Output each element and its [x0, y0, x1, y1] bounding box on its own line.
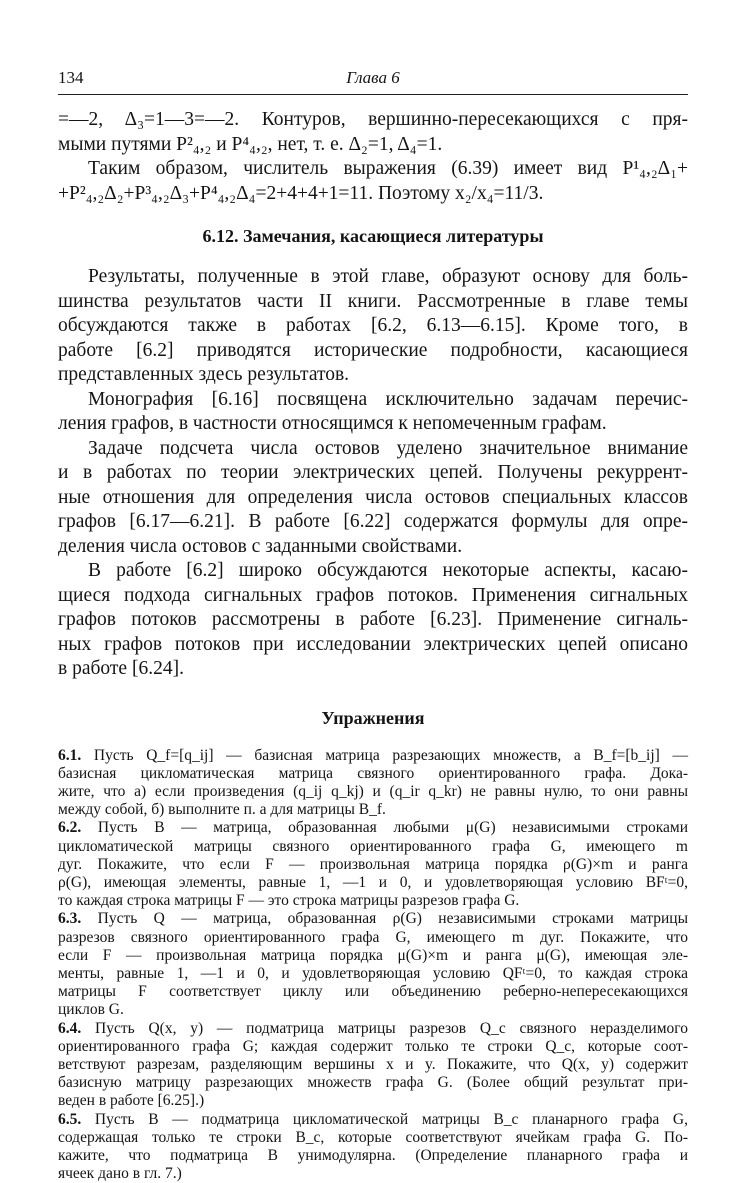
- text-line: матрицы F соответствует циклу или объединению реберно-непересекающихся: [58, 983, 688, 1001]
- paragraph: [58, 559, 688, 682]
- text-line: ления графов, в частности относящимся к непомеченным графам.: [58, 413, 607, 434]
- text-line: щиеся подхода сигнальных графов потоков. Применения сигнальных: [58, 584, 688, 606]
- text-line: если F — произвольная матрица порядка μ(G)×m и ранга μ(G), имеющая эле-: [58, 946, 688, 964]
- exercise-number: 6.3.: [58, 910, 82, 928]
- exercise-number: 6.5.: [58, 1110, 82, 1128]
- text-line: ветствуют разрезам, разделяющим вершины x и y. Покажите, что Q(x, y) содержит: [58, 1055, 688, 1073]
- exercise-number: 6.1.: [58, 746, 82, 764]
- text-line: дуг. Покажите, что если F — произвольная матрица порядка ρ(G)×m и ранга: [58, 855, 688, 873]
- exercise-item: [58, 747, 688, 820]
- text-line: базисная цикломатическая матрица связного ориентированного графа. Дока-: [58, 764, 688, 782]
- section-heading: 6.12. Замечания, касающиеся литературы: [202, 226, 544, 246]
- text-line: в работе [6.24].: [58, 658, 184, 679]
- exercises-heading: Упражнения: [321, 707, 425, 728]
- exercise-item: [58, 1111, 688, 1183]
- exercise-item: [58, 910, 688, 1019]
- text-line: ориентированного графа G; каждая содержит только те строки Q_c, которые соот-: [58, 1037, 688, 1055]
- text-line: графов [6.17—6.21]. В работе [6.22] содержатся формулы для опре-: [58, 511, 688, 532]
- text-line: деления числа остовов с заданными свойствами.: [58, 535, 463, 557]
- paragraph: [58, 437, 688, 560]
- paragraph: [58, 265, 688, 388]
- text-line: циклов G.: [58, 1001, 124, 1019]
- text-line: Задаче подсчета числа остовов уделено значительное внимание: [88, 437, 688, 459]
- text-line: Пусть B — матрица, образованная любыми μ(G) независимыми строками: [97, 819, 689, 837]
- page-number: 134: [58, 68, 84, 87]
- text-line: обсуждаются также в работах [6.2, 6.13—6.15]. Кроме того, в: [58, 315, 688, 336]
- text-line: ные отношения для определения числа остовов специальных классов: [58, 486, 688, 508]
- text-line: Пусть Q(x, y) — подматрица матрицы разрезов Q_c связного неразделимого: [95, 1019, 688, 1037]
- text-line: кажите, что подматрица B унимодулярна. (Определение планарного графа и: [58, 1146, 688, 1164]
- text-line: содержащая только те строки B_c, которые соответствуют ячейкам графа G. По-: [58, 1128, 688, 1146]
- text-line: то каждая строка матрицы F — это строка матрицы разрезов графа G.: [58, 892, 520, 910]
- intro-paragraph: [58, 108, 688, 206]
- text-line: и в работах по теории электрических цепей. Получены рекуррент-: [58, 462, 688, 483]
- text-line: шинства результатов части II книги. Рассмотренные в главе темы: [58, 290, 688, 312]
- chapter-title: Глава 6: [346, 68, 400, 87]
- text-line: +P²₄,₂Δ₂+P³₄,₂Δ₃+P⁴₄,₂Δ₄=2+4+4+1=11. Поэтому x₂/x₄=11/3.: [58, 182, 544, 204]
- text-line: Пусть Q — матрица, образованная ρ(G) независимыми строками матрицы: [97, 910, 689, 928]
- text-line: веден в работе [6.25].): [58, 1092, 205, 1110]
- exercise-number: 6.4.: [58, 1019, 82, 1037]
- text-line: В работе [6.2] широко обсуждаются некоторые аспекты, касаю-: [88, 560, 688, 581]
- page-body: [58, 108, 688, 1183]
- text-line: Пусть Q_f=[q_ij] — базисная матрица разрезающих множеств, а B_f=[b_ij] —: [93, 746, 688, 764]
- exercise-item: [58, 819, 688, 910]
- page-header: [58, 68, 688, 92]
- text-line: Монография [6.16] посвящена исключительно задачам перечис-: [88, 388, 688, 410]
- paragraph: [58, 388, 688, 437]
- text-line: базисную матрицу разрезающих множеств графа G. (Более общий результат при-: [58, 1074, 688, 1092]
- text-line: представленных здесь результатов.: [58, 364, 350, 385]
- text-line: разрезов связного ориентированного графа G, имеющего m дуг. Покажите, что: [58, 928, 688, 946]
- text-line: ных графов потоков при исследовании электрических цепей описано: [58, 633, 688, 655]
- text-line: Результаты, полученные в этой главе, образуют основу для боль-: [88, 266, 688, 287]
- text-line: ячеек дано в гл. 7.): [58, 1165, 182, 1183]
- text-line: работе [6.2] приводятся исторические подробности, касающиеся: [58, 339, 688, 361]
- text-line: жите, что а) если произведения (q_ij q_kj) и (q_ir q_kr) не равны нулю, то они равны: [58, 782, 688, 800]
- exercise-item: [58, 1020, 688, 1111]
- exercise-number: 6.2.: [58, 819, 82, 837]
- text-line: между собой, б) выполните п. а для матрицы B_f.: [58, 801, 386, 819]
- text-line: мыми путями P²₄,₂ и P⁴₄,₂, нет, т. е. Δ₂=1, Δ₄=1.: [58, 133, 443, 155]
- text-line: ρ(G), имеющая элементы, равные 1, —1 и 0, и удовлетворяющая условию BFᵗ=0,: [58, 873, 688, 891]
- header-rule: [58, 94, 688, 95]
- text-line: Таким образом, числитель выражения (6.39) имеет вид P¹₄,₂Δ₁+: [88, 158, 688, 179]
- text-line: цикломатической матрицы связного ориентированного графа G, имеющего m: [58, 837, 688, 855]
- text-line: менты, равные 1, —1 и 0, и удовлетворяющая условию QFᵗ=0, то каждая строка: [58, 964, 688, 982]
- text-line: Пусть B — подматрица цикломатической матрицы B_c планарного графа G,: [94, 1110, 688, 1128]
- text-line: =—2, Δ₃=1—3=—2. Контуров, вершинно-пересекающихся с пря-: [58, 109, 688, 130]
- text-line: графов потоков рассмотрены в работе [6.23]. Применение сигналь-: [58, 609, 688, 630]
